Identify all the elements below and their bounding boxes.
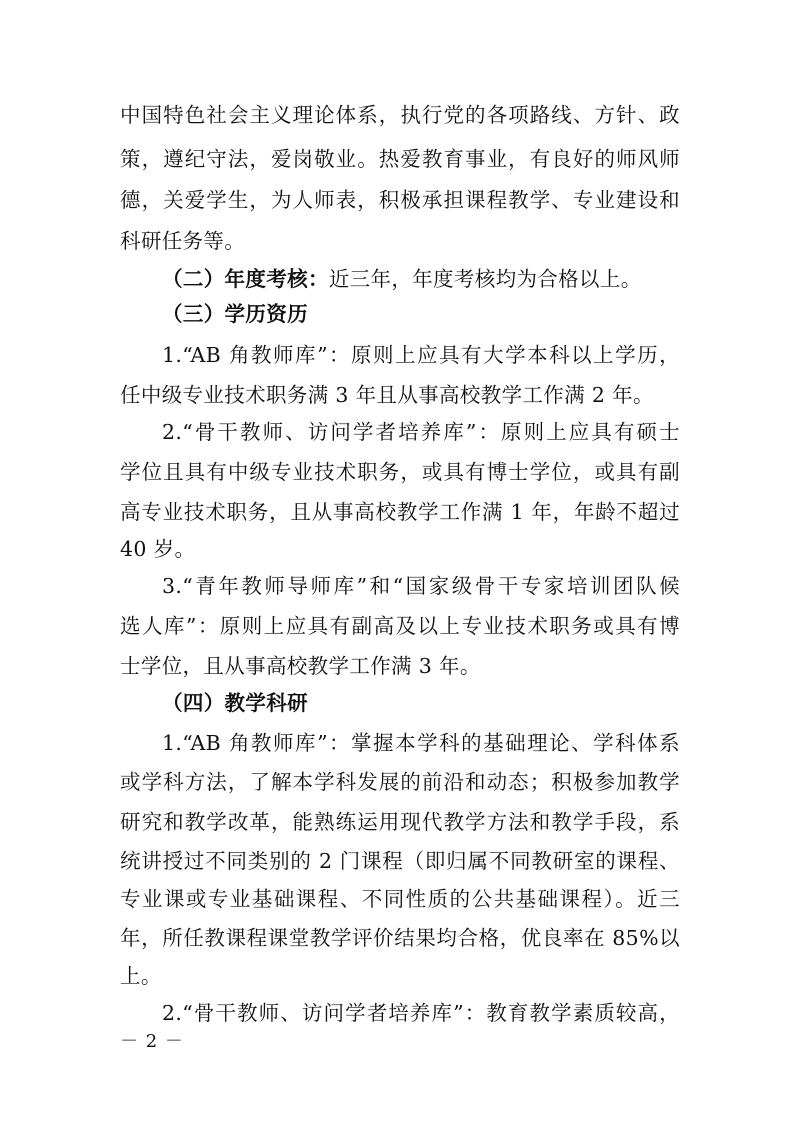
- body-text-line: 研究和教学改革，能熟练运用现代教学方法和教学手段，系: [120, 810, 680, 834]
- body-text-line: 统讲授过不同类别的 2 门课程（即归属不同教研室的课程、: [120, 849, 680, 873]
- body-text-line: 2.“骨干教师、访问学者培养库”：教育教学素质较高，: [162, 1001, 680, 1025]
- body-text-line: 2.“骨干教师、访问学者培养库”：原则上应具有硕士: [162, 420, 680, 444]
- body-text-line: 上。: [120, 964, 162, 988]
- body-text-line: 1.“AB 角教师库”：原则上应具有大学本科以上学历，: [162, 343, 680, 367]
- body-text-line: 中国特色社会主义理论体系，执行党的各项路线、方针、政: [120, 103, 680, 127]
- section-2-text: 近三年，年度考核均为合格以上。: [328, 267, 642, 291]
- body-text-line: 40 岁。: [120, 537, 196, 561]
- body-text-line: 策，遵纪守法，爱岗敬业。热爱教育事业，有良好的师风师: [120, 147, 680, 171]
- body-text-line: 年，所任教课程课堂教学评价结果均合格，优良率在 85%以: [120, 926, 680, 950]
- section-3-heading: （三）学历资历: [162, 302, 308, 326]
- body-text-line: 士学位，且从事高校教学工作满 3 年。: [120, 654, 481, 678]
- body-text-line: 高专业技术职务，且从事高校教学工作满 1 年，年龄不超过: [120, 500, 680, 524]
- body-text-line: 学位且具有中级专业技术职务，或具有博士学位，或具有副: [120, 460, 680, 484]
- section-2-heading: （二）年度考核：: [162, 267, 329, 291]
- body-text-line: 德，关爱学生，为人师表，积极承担课程教学、专业建设和: [120, 188, 680, 212]
- section-4-heading: （四）教学科研: [162, 691, 308, 715]
- page-number: － 2 －: [120, 1031, 184, 1052]
- body-text-line: 3.“青年教师导师库”和“国家级骨干专家培训团队候: [162, 574, 680, 598]
- body-text-line: 1.“AB 角教师库”：掌握本学科的基础理论、学科体系: [162, 731, 680, 755]
- body-text-line: 专业课或专业基础课程、不同性质的公共基础课程）。近三: [120, 887, 680, 911]
- body-text-line: 选人库”：原则上应具有副高及以上专业技术职务或具有博: [120, 614, 680, 638]
- body-text-line: 或学科方法，了解本学科发展的前沿和动态；积极参加教学: [120, 770, 680, 794]
- section-2-line: [162, 264, 680, 296]
- body-text-line: 任中级专业技术职务满 3 年且从事高校教学工作满 2 年。: [120, 383, 654, 407]
- body-text-line: 科研任务等。: [120, 229, 246, 253]
